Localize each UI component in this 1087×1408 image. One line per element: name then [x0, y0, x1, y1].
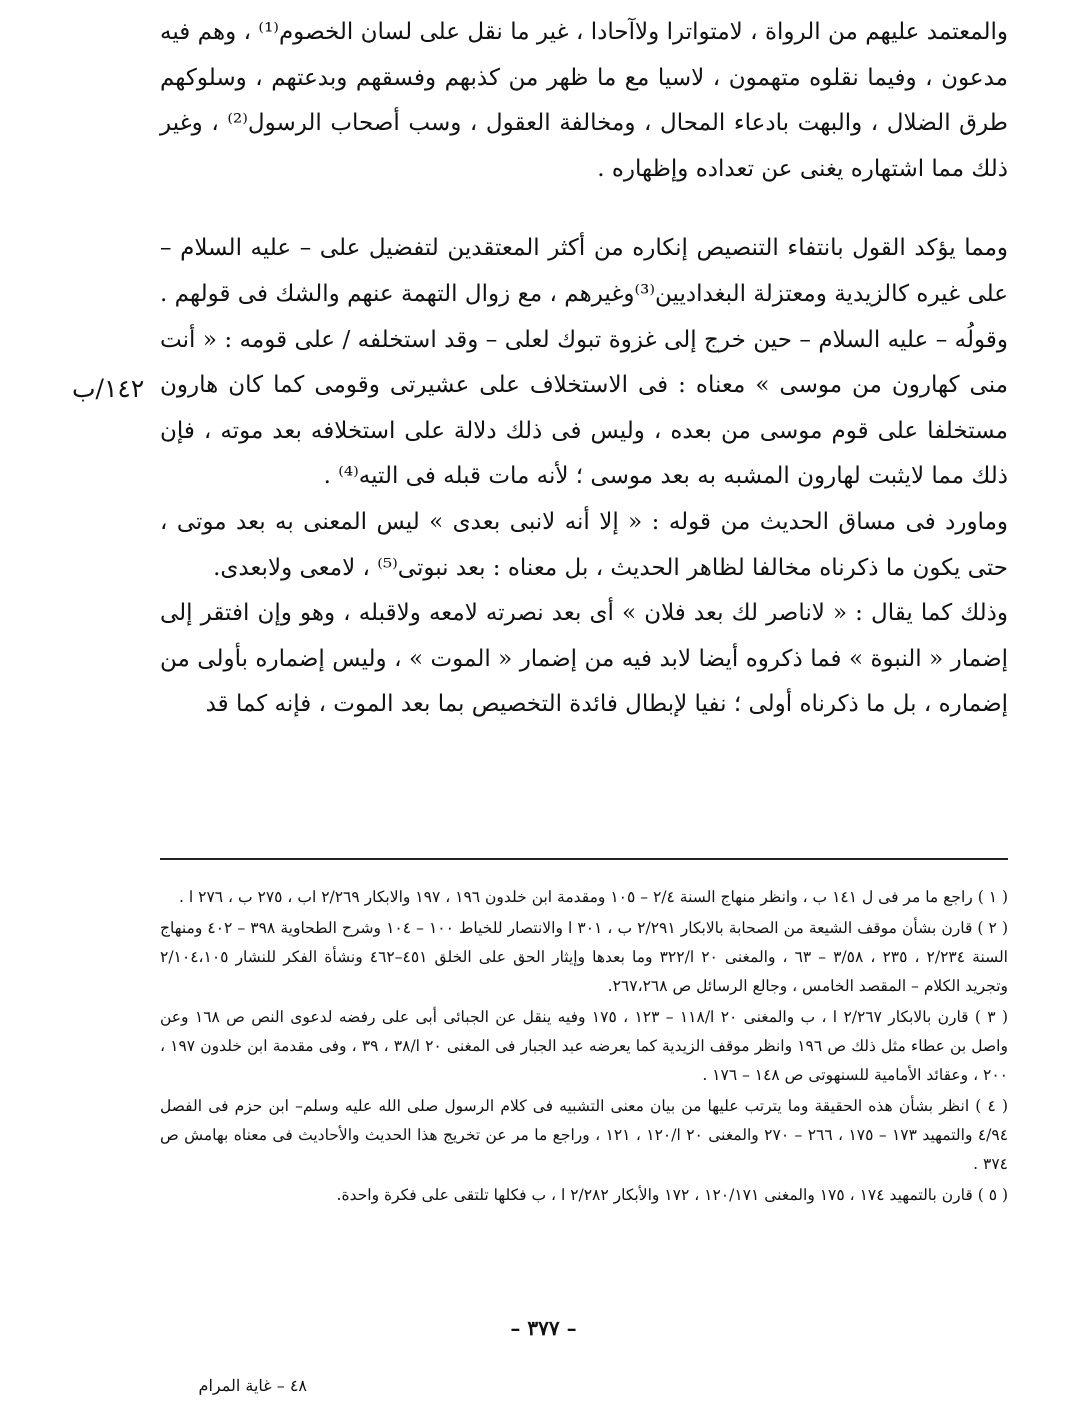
paragraph-gap: [160, 192, 1008, 226]
paragraph-3: وماورد فى مساق الحديث من قوله : « إلا أنه لانبى بعدى » ليس المعنى به بعد موتى ، حتى يكون ما ذكرناه مخالفا لظاهر الحديث ، بل معناه : بعد نبوتى⁽⁵⁾ ، لامعى ولابعدى.: [160, 508, 1008, 581]
page-number: – ٣٧٧ –: [510, 1316, 577, 1340]
footnote-separator: [160, 858, 1008, 860]
paragraph-2: ومما يؤكد القول بانتفاء التنصيص إنكاره من أكثر المعتقدين لتفضيل على – عليه السلام – على غيره كالزيدية ومعتزلة البغداديين⁽³⁾وغيرهم ، مع زوال التهمة عنهم والشك فى قولهم . وقولُه – عليه السلام – حين خرج إلى غزوة تبوك لعلى – وقد استخلفه / على قومه : « أنت منى كهارون من موسى » معناه : فى الاستخلاف على عشيرتى وقومى كما كان هارون مستخلفا على قوم موسى من بعده ، وليس فى ذلك دلالة على استخلافه بعد موته ، فإن ذلك مما لايثبت لهارون المشبه به بعد موسى ؛ لأنه مات قبله فى التيه⁽⁴⁾ .: [160, 235, 1008, 490]
footnote-3: ( ٣ ) قارن بالابكار ٢/٢٦٧ ا ، ب والمغنى ٢٠ ا/١١٨ – ١٢٣ ، ١٧٥ وفيه ينقل عن الجبائى أبى على رفضه لدعوى النص ص ١٦٨ وعن واصل بن عطاء مثل ذلك ص ١٩٦ وانظر موقف الزيدية كما يعرضه عبد الجبار فى المغنى ٢٠ ا/٣٨ ، ٣٩ ، وفى مقدمة ابن خلدون ١٩٧ ، ٢٠٠ ، وعقائد الأمامية للسنهوتى ص ١٤٨ – ١٧٦ .: [160, 1008, 1008, 1084]
signature-mark: ٤٨ – غاية المرام: [198, 1376, 307, 1395]
folio-margin-note: ١٤٢/ب: [72, 374, 145, 403]
footnote-1: ( ١ ) راجع ما مر فى ل ١٤١ ب ، وانظر منهاج السنة ٢/٤ – ١٠٥ ومقدمة ابن خلدون ١٩٦ ، ١٩٧ والابكار ٢/٢٦٩ اب ، ٢٧٥ ب ، ٢٧٦ ا .: [179, 888, 1008, 906]
footnotes: [160, 883, 1008, 1212]
main-text: [160, 10, 1008, 728]
footnote-5: ( ٥ ) قارن بالتمهيد ١٧٤ ، ١٧٥ والمغنى ١٢٠/١٧١ ، ١٧٢ والأبكار ٢/٢٨٢ ا ، ب فكلها تلتقى على فكرة واحدة.: [336, 1186, 1008, 1204]
paragraph-4: وذلك كما يقال : « لاناصر لك بعد فلان » أى بعد نصرته لامعه ولاقبله ، وهو وإن افتقر إلى إضمار « النبوة » فما ذكروه أيضا لابد فيه من إضمار « الموت » ، وليس إضماره بأولى من إضماره ، بل ما ذكرناه أولى ؛ نفيا لإبطال فائدة التخصيص بما بعد الموت ، فإنه كما قد: [160, 600, 1008, 718]
footnote-2: ( ٢ ) قارن بشأن موقف الشيعة من الصحابة بالابكار ٢/٢٩١ ب ، ٣٠١ ا والانتصار للخياط ١٠٠ – ١٠٤ وشرح الطحاوية ٣٩٨ – ٤٠٢ ومنهاج السنة ٢/٢٣٤ ، ٢٣٥ ، ٣/٥٨ – ٦٣ ، والمغنى ٢٠ ا/٣٢٢ وما بعدها وإيثار الحق على الخلق ٤٥١–٤٦٢ ونشأة الفكر للنشار ٢/١٠٤،١٠٥ وتجريد الكلام – المقصد الخامس ، وجالع الرسائل ص ٢٦٧،٢٦٨.: [160, 919, 1008, 995]
paragraph-1: والمعتمد عليهم من الرواة ، لامتواترا ولاآحادا ، غير ما نقل على لسان الخصوم⁽¹⁾ ، وهم فيه مدعون ، وفيما نقلوه متهمون ، لاسيا مع ما ظهر من كذبهم وفسقهم وبدعتهم ، وسلوكهم طرق الضلال ، والبهت بادعاء المحال ، ومخالفة العقول ، وسب أصحاب الرسول⁽²⁾ ، وغير ذلك مما اشتهاره يغنى عن تعداده وإظهاره .: [160, 19, 1008, 182]
footnote-4: ( ٤ ) انظر بشأن هذه الحقيقة وما يترتب عليها من بيان معنى التشبيه فى كلام الرسول صلى الله عليه وسلم– ابن حزم فى الفصل ٤/٩٤ والتمهيد ١٧٣ – ١٧٥ ، ٢٦٦ – ٢٧٠ والمغنى ٢٠ ا/١٢٠ ، ١٢١ ، وراجع ما مر عن تخريج هذا الحديث والأحاديث فى معناه بهامش ص ٣٧٤ .: [160, 1097, 1009, 1173]
